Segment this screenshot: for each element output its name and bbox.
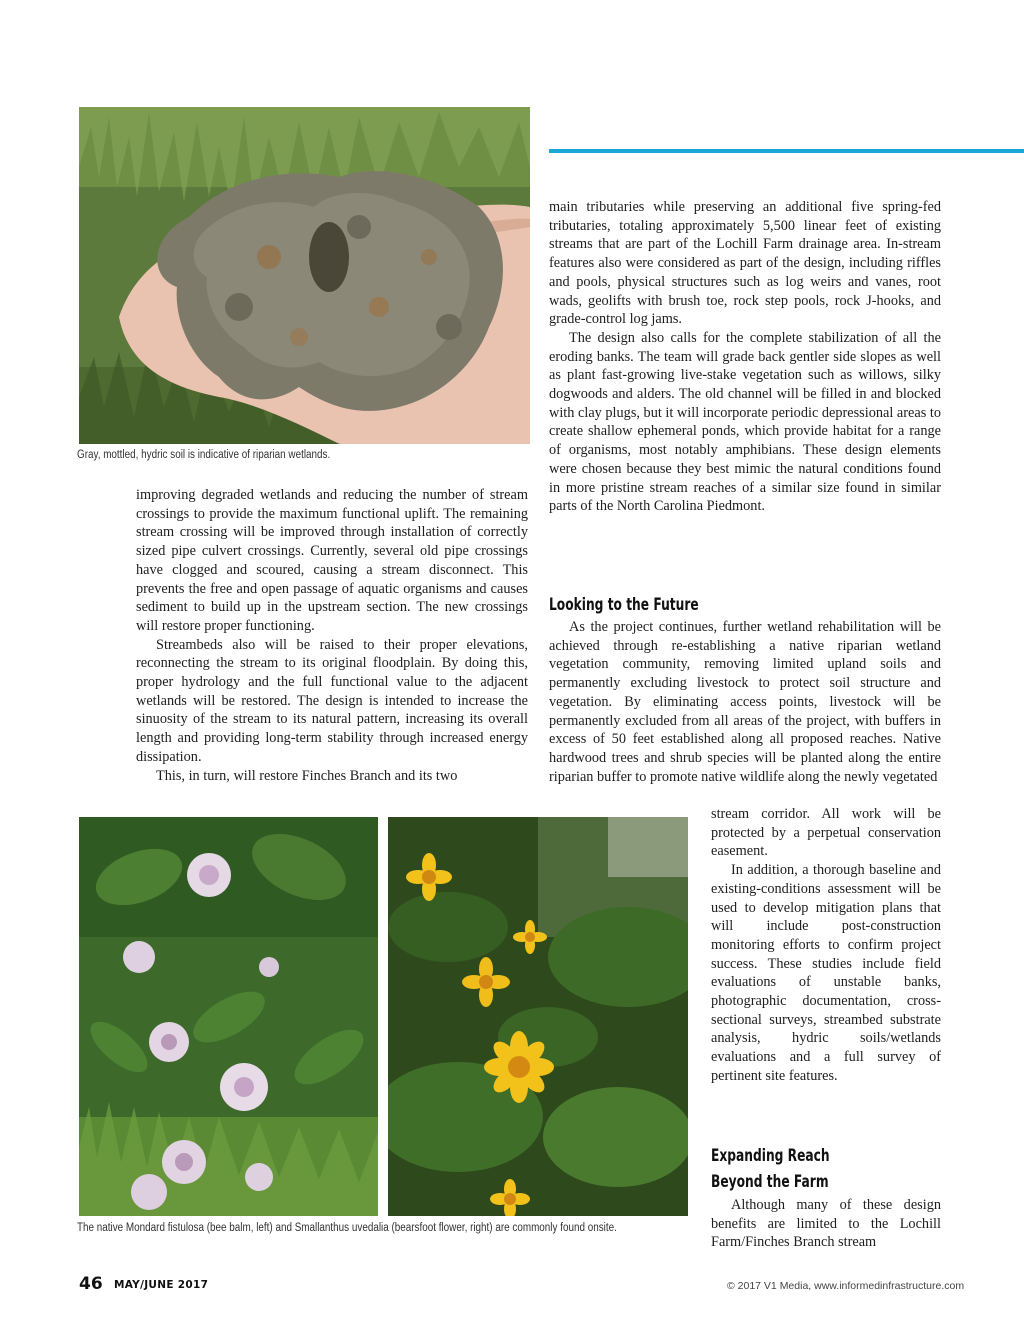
right-column (549, 198, 941, 516)
body-paragraph: stream corridor. All work will be protected by a perpetual conservation easement. (711, 806, 941, 860)
body-paragraph: main tributaries while preserving an additional five spring-fed tributaries, totaling approximately 5,500 linear feet of existing streams that are part of the Lochill Farm drainage area. In-stream features also were considered as part of the design, including riffles and pools, physical structures such as log weirs and vanes, root wads, geolifts with brush toe, rock step pools, rock J-hooks, and grade-control log jams. (549, 199, 941, 328)
bearsfoot-photo (388, 817, 688, 1216)
heading-line: Beyond the Farm (711, 1172, 829, 1192)
body-paragraph: This, in turn, will restore Finches Branch and its two (156, 767, 458, 784)
body-paragraph: In addition, a thorough baseline and existing-conditions assessment will be used to develop mitigation plans that will include post-construction monitoring efforts to confirm project success. These studies include field evaluations of unstable banks, photographic documentation, cross-sectional surveys, streambed substrate analysis, hydric soils/wetlands evaluations and a full survey of pertinent site features. (711, 862, 941, 1084)
narrow-column-continued (711, 1196, 941, 1252)
narrow-column (711, 805, 941, 1086)
page-number: 46 (79, 1274, 103, 1294)
flower-photos-caption: The native Mondard fistulosa (bee balm, left) and Smallanthus uvedalia (bearsfoot flower, right) are commonly found onsite. (77, 1222, 617, 1234)
section-heading-looking-to-the-future: Looking to the Future (549, 595, 699, 615)
bee-balm-photo (79, 817, 378, 1216)
body-paragraph: The design also calls for the complete stabilization of all the eroding banks. The team will grade back gentler side slopes as well as plant fast-growing live-stake vegetation such as willows, silky dogwoods and alders. The old channel will be filled in and blocked with clay plugs, but it will incorporate periodic depressional areas to create shallow ephemeral ponds, which provide habitat for a range of organisms, most notably amphibians. These design elements were chosen because they best mimic the natural conditions found in more pristine stream reaches of a similar size found in similar parts of the North Carolina Piedmont. (549, 329, 941, 515)
soil-photo (79, 107, 530, 444)
body-paragraph: Although many of these design benefits are limited to the Lochill Farm/Finches Branch stream (711, 1197, 941, 1251)
body-paragraph: Streambeds also will be raised to their proper elevations, reconnecting the stream to its original floodplain. By doing this, proper hydrology and the full functional value to the adjacent wetlands will be restored. The design is intended to increase the sinuosity of the stream to its natural pattern, increasing its overall length and providing long-term stability through increased energy dissipation. (136, 636, 528, 765)
left-column (136, 486, 528, 785)
section-heading-expanding-reach (711, 1143, 830, 1195)
heading-line: Expanding Reach (711, 1146, 830, 1166)
soil-photo-caption: Gray, mottled, hydric soil is indicative of riparian wetlands. (77, 449, 331, 461)
accent-rule (549, 149, 1024, 153)
right-column-continued (549, 618, 941, 786)
body-paragraph: As the project continues, further wetland rehabilitation will be achieved through re-establishing a native riparian wetland vegetation community, removing limited upland soils and permanently excluding livestock to protect soil structure and vegetation. By eliminating access points, livestock will be permanently excluded from all areas of the project, with buffers in excess of 50 feet established along all proposed reaches. Native hardwood trees and shrub species will be planted along the entire riparian buffer to promote native wildlife along the newly vegetated (549, 619, 941, 785)
copyright-notice: © 2017 V1 Media, www.informedinfrastructure.com (727, 1280, 965, 1292)
body-paragraph: improving degraded wetlands and reducing the number of stream crossings to provide the maximum functional uplift. The remaining stream crossing will be improved through installation of correctly sized pipe culvert crossings. Currently, several old pipe crossings have clogged and scoured, causing a stream disconnect. This prevents the free and open passage of aquatic organisms and causes sediment to build up in the upstream section. The new crossings will restore proper functioning. (136, 487, 528, 634)
issue-date: MAY/JUNE 2017 (114, 1279, 209, 1291)
